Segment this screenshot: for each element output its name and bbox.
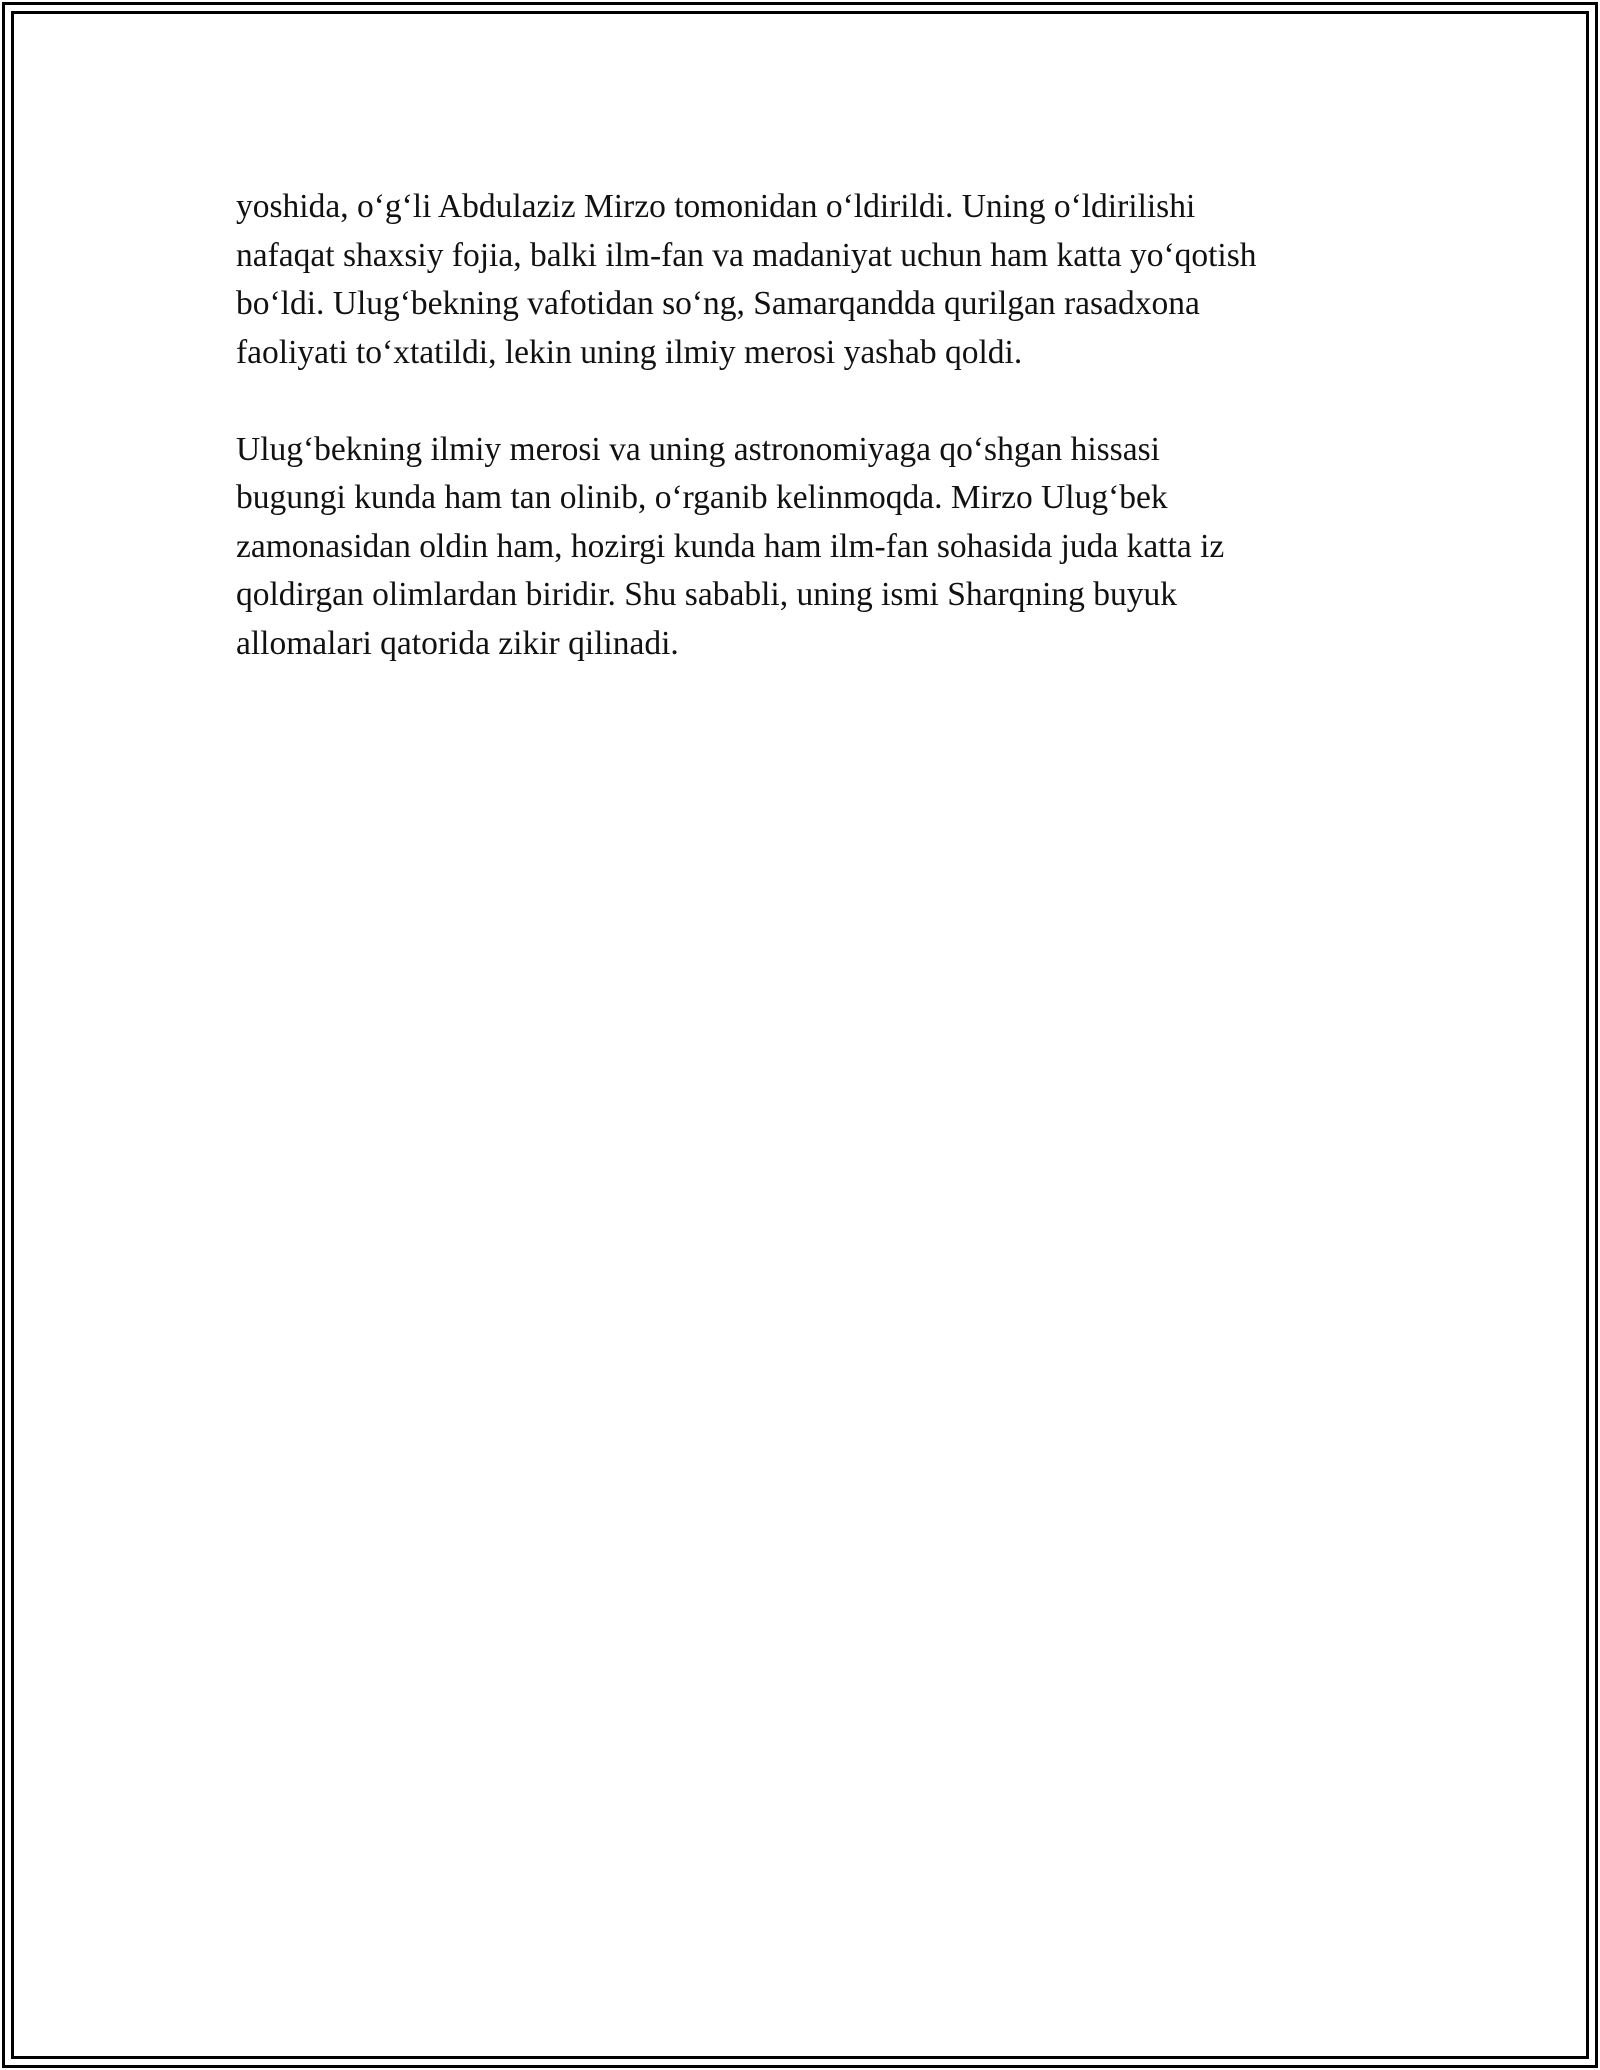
text-line: bo‘ldi. Ulug‘bekning vafotidan so‘ng, Samarqandda qurilgan rasadxona — [236, 285, 1200, 322]
text-line: nafaqat shaxsiy fojia, balki ilm-fan va madaniyat uchun ham katta yo‘qotish — [236, 236, 1257, 274]
text-line: zamonasidan oldin ham, hozirgi kunda ham ilm-fan sohasida juda katta iz — [236, 527, 1225, 565]
text-line: qoldirgan olimlardan biridir. Shu sababli, uning ismi Sharqning buyuk — [236, 576, 1178, 613]
text-line: faoliyati to‘xtatildi, lekin uning ilmiy merosi yashab qoldi. — [236, 333, 1023, 371]
paragraph-1 — [236, 183, 1376, 377]
text-line: yoshida, o‘g‘li Abdulaziz Mirzo tomonidan o‘ldirildi. Uning o‘ldirilishi — [236, 188, 1196, 225]
text-line: allomalari qatorida zikir qilinadi. — [236, 624, 679, 662]
paragraph-2 — [236, 426, 1376, 669]
document-body — [236, 183, 1376, 668]
text-line: Ulug‘bekning ilmiy merosi va uning astronomiyaga qo‘shgan hissasi — [236, 430, 1160, 468]
text-line: bugungi kunda ham tan olinib, o‘rganib kelinmoqda. Mirzo Ulug‘bek — [236, 479, 1168, 516]
